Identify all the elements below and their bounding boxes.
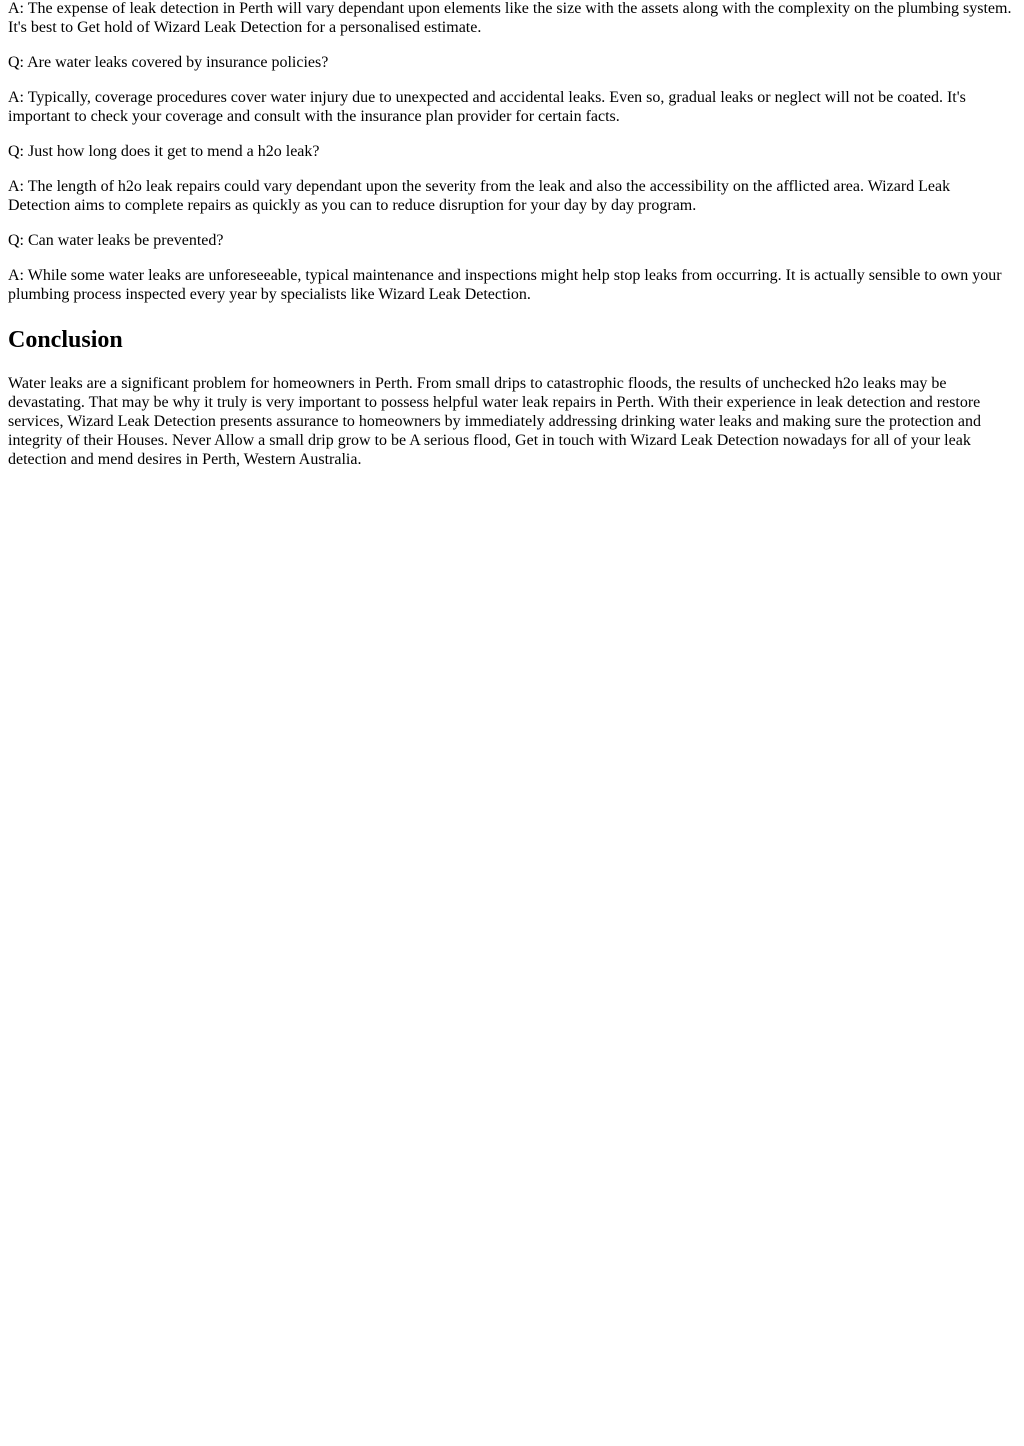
- faq-question-repair-time: Q: Just how long does it get to mend a h2o leak?: [8, 143, 320, 160]
- article-body: [0, 0, 1024, 469]
- faq-question-prevention: Q: Can water leaks be prevented?: [8, 232, 224, 249]
- faq-answer-prevention: A: While some water leaks are unforeseeable, typical maintenance and inspections might help stop leaks from occurring. It is actually sensible to own your plumbing process inspected every year by specialists like Wizard Leak Detection.: [8, 267, 1002, 303]
- conclusion-paragraph: Water leaks are a significant problem for homeowners in Perth. From small drips to catastrophic floods, the results of unchecked h2o leaks may be devastating. That may be why it truly is very important to possess helpful water leak repairs in Perth. With their experience in leak detection and restore services, Wizard Leak Detection presents assurance to homeowners by immediately addressing drinking water leaks and making sure the protection and integrity of their Houses. Never Allow a small drip grow to be A serious flood, Get in touch with Wizard Leak Detection nowadays for all of your leak detection and mend desires in Perth, Western Australia.: [8, 375, 981, 468]
- faq-question-insurance: Q: Are water leaks covered by insurance policies?: [8, 54, 329, 71]
- faq-answer-repair-time: A: The length of h2o leak repairs could vary dependant upon the severity from the leak and also the accessibility on the afflicted area. Wizard Leak Detection aims to complete repairs as quickly as you can to reduce disruption for your day by day program.: [8, 178, 951, 214]
- conclusion-heading: Conclusion: [8, 327, 123, 353]
- faq-answer-insurance: A: Typically, coverage procedures cover water injury due to unexpected and accidental leaks. Even so, gradual leaks or neglect will not be coated. It's important to check your coverage and consult with the insurance plan provider for certain facts.: [8, 89, 966, 125]
- faq-answer-cost: A: The expense of leak detection in Perth will vary dependant upon elements like the size with the assets along with the complexity on the plumbing system. It's best to Get hold of Wizard Leak Detection for a personalised estimate.: [8, 0, 1012, 36]
